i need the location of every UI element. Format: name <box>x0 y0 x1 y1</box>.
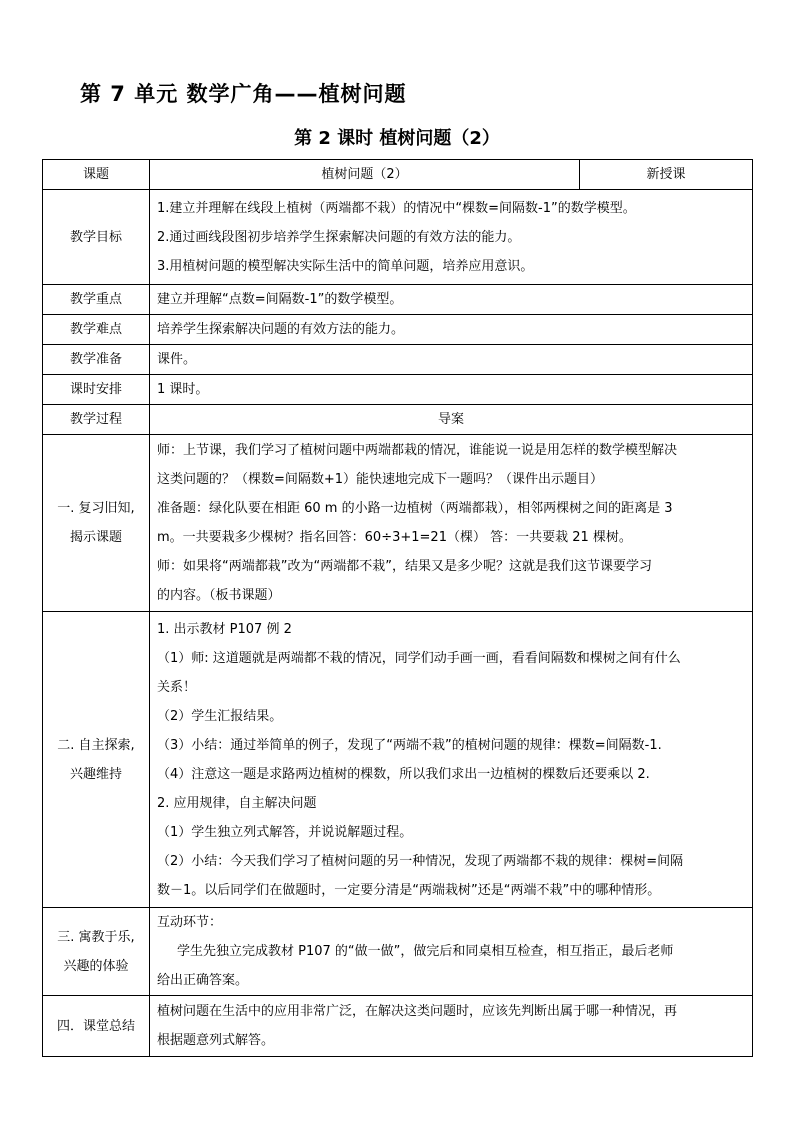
label-difficult-point: 教学难点 <box>43 315 150 345</box>
section-3-line: 学生先独立完成教材 P107 的“做一做”，做完后和同桌相互检查，相互指正，最后老师 <box>177 944 674 959</box>
goal-line: 1.建立并理解在线段上植树（两端都不栽）的情况中“棵数=间隔数-1”的数学模型。 <box>157 200 636 216</box>
label-key-point: 教学重点 <box>43 285 150 315</box>
schedule-text: 1 课时。 <box>150 375 753 405</box>
preparation-text: 课件。 <box>150 345 753 375</box>
section-2-content <box>150 612 753 908</box>
section-1-label <box>43 435 150 612</box>
section-1-line: 师：上节课，我们学习了植树问题中两端都栽的情况，谁能说一说是用怎样的数学模型解决 <box>157 443 678 458</box>
row-section-3 <box>43 908 753 996</box>
section-1-label-line: 揭示课题 <box>69 530 122 545</box>
row-topic <box>43 160 753 190</box>
section-3-label-line: 三. 寓教于乐, <box>57 929 135 945</box>
section-3-line: 给出正确答案。 <box>157 973 249 988</box>
goal-line: 2.通过画线段图初步培养学生探索解决问题的有效方法的能力。 <box>157 229 521 245</box>
section-4-line: 根据题意列式解答。 <box>157 1033 275 1048</box>
section-4-line: 植树问题在生活中的应用非常广泛，在解决这类问题时，应该先判断出属于哪一种情况，再 <box>157 1004 678 1019</box>
row-preparation <box>43 345 753 375</box>
lesson-title: 第 2 课时 植树问题（2） <box>294 128 500 149</box>
section-3-label-line: 兴趣的体验 <box>63 958 129 974</box>
label-preparation: 教学准备 <box>43 345 150 375</box>
row-section-1 <box>43 435 753 612</box>
section-2-label <box>43 612 150 908</box>
section-2-line: （2）学生汇报结果。 <box>157 708 283 724</box>
row-process <box>43 405 753 435</box>
section-2-line: 1. 出示教材 P107 例 2 <box>157 621 292 637</box>
section-1-content <box>150 435 753 612</box>
section-2-line: 2. 应用规律，自主解决问题 <box>157 795 317 811</box>
lesson-type: 新授课 <box>580 160 753 190</box>
section-1-line: 的内容。（板书课题） <box>157 588 281 603</box>
goals-cell <box>150 190 753 285</box>
section-4-content <box>150 996 753 1057</box>
label-goals: 教学目标 <box>43 190 150 285</box>
label-process: 教学过程 <box>43 405 150 435</box>
guide-heading: 导案 <box>150 405 753 435</box>
section-2-line: 关系！ <box>157 679 197 695</box>
section-2-line: （1）学生独立列式解答，并说说解题过程。 <box>157 824 413 840</box>
section-2-label-line: 二. 自主探索, <box>57 737 135 753</box>
unit-title: 第 7 单元 数学广角——植树问题 <box>80 82 407 106</box>
label-schedule: 课时安排 <box>43 375 150 405</box>
section-1-line: 准备题：绿化队要在相距 60 m 的小路一边植树（两端都栽），相邻两棵树之间的距离是 3 <box>157 501 673 516</box>
section-2-label-line: 兴趣维持 <box>69 766 122 782</box>
topic-value: 植树问题（2） <box>150 160 580 190</box>
row-difficult-point <box>43 315 753 345</box>
difficult-point-text: 培养学生探索解决问题的有效方法的能力。 <box>150 315 753 345</box>
section-1-line: m。一共要栽多少棵树？指名回答：60÷3+1=21（棵） 答：一共要栽 21 棵树。 <box>157 530 632 545</box>
key-point-text: 建立并理解“点数=间隔数-1”的数学模型。 <box>150 285 753 315</box>
row-section-4 <box>43 996 753 1057</box>
section-3-heading: 互动环节： <box>157 915 223 930</box>
section-2-line: （2）小结：今天我们学习了植树问题的另一种情况，发现了两端都不栽的规律：棵树=间隔 <box>157 853 684 869</box>
section-1-label-line: 一. 复习旧知, <box>57 501 135 516</box>
section-4-label: 四．课堂总结 <box>43 996 150 1057</box>
lesson-plan-table <box>42 159 753 1057</box>
section-2-line: （3）小结：通过举简单的例子，发现了“两端不栽”的植树问题的规律：棵数=间隔数-1. <box>157 737 662 753</box>
section-2-line: （1）师: 这道题就是两端都不栽的情况，同学们动手画一画，看看间隔数和棵树之间有什么 <box>157 650 681 666</box>
section-2-line: （4）注意这一题是求路两边植树的棵数，所以我们求出一边植树的棵数后还要乘以 2. <box>157 766 650 782</box>
section-3-content <box>150 908 753 996</box>
section-1-line: 师：如果将“两端都栽”改为“两端都不栽”，结果又是多少呢？这就是我们这节课要学习 <box>157 559 652 574</box>
section-2-line: 数－1。以后同学们在做题时，一定要分清是“两端栽树”还是“两端不栽”中的哪种情形。 <box>157 882 661 898</box>
section-1-line: 这类问题的？（棵数=间隔数+1）能快速地完成下一题吗？（课件出示题目） <box>157 472 604 487</box>
section-3-label <box>43 908 150 996</box>
row-goals <box>43 190 753 285</box>
row-schedule <box>43 375 753 405</box>
row-section-2 <box>43 612 753 908</box>
goal-line: 3.用植树问题的模型解决实际生活中的简单问题，培养应用意识。 <box>157 258 534 274</box>
label-topic: 课题 <box>43 160 150 190</box>
row-key-point <box>43 285 753 315</box>
